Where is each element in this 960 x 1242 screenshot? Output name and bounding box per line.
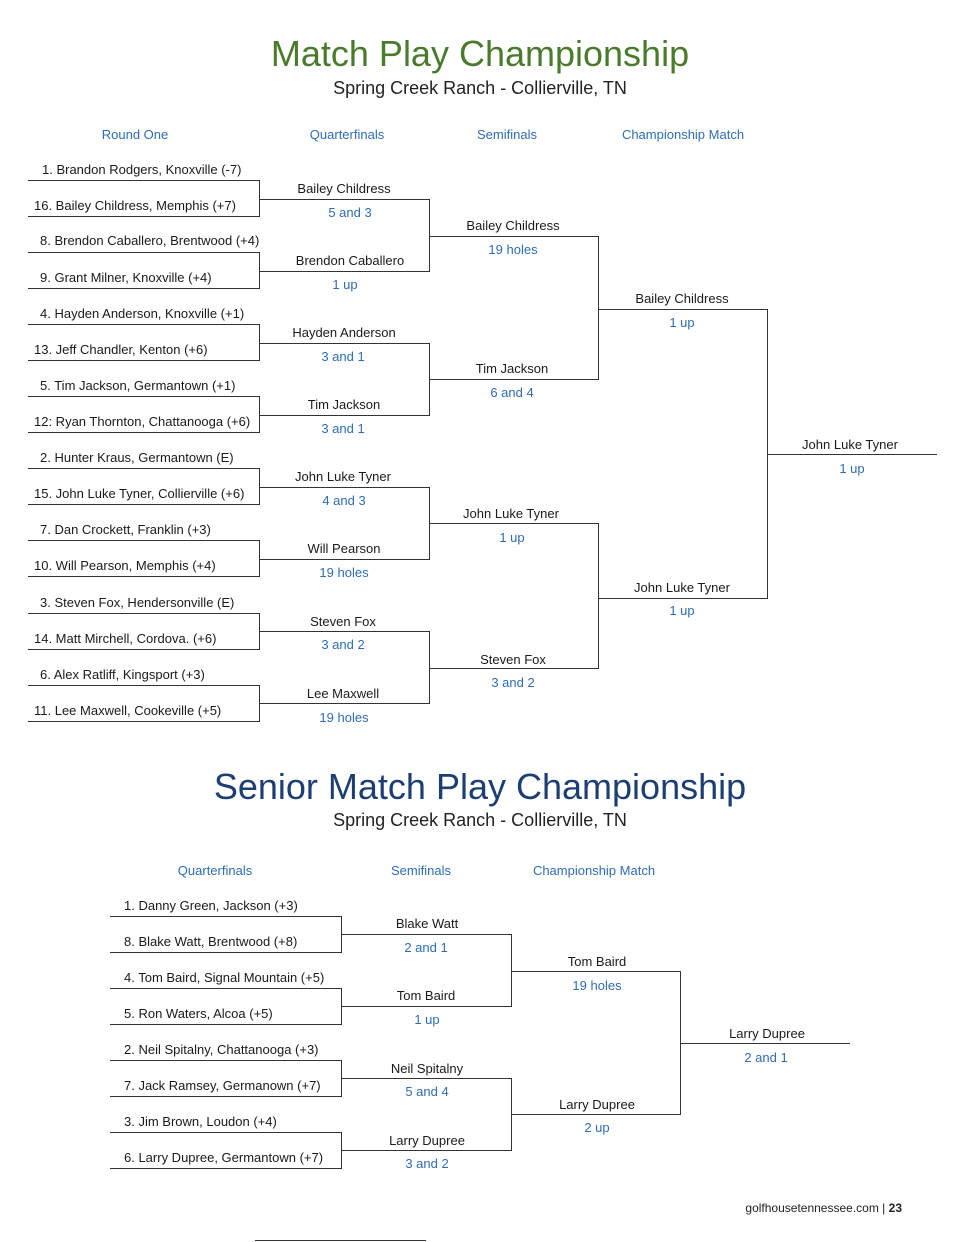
bracket-line bbox=[341, 1078, 512, 1079]
qf-score: 19 holes bbox=[319, 565, 369, 580]
senior-final-winner: Larry Dupree bbox=[559, 1097, 635, 1112]
bracket-line bbox=[429, 523, 599, 524]
bracket-line bbox=[511, 971, 681, 972]
senior-sf-winner: Blake Watt bbox=[395, 916, 459, 931]
bracket-line bbox=[429, 236, 599, 237]
bracket-line bbox=[767, 454, 937, 455]
bracket-line bbox=[28, 396, 260, 397]
senior-sf-winner: Tom Baird bbox=[396, 988, 456, 1003]
qf-winner: Brendon Caballero bbox=[295, 253, 405, 268]
bracket-line bbox=[28, 288, 260, 289]
final-winner: John Luke Tyner bbox=[634, 580, 730, 595]
senior-entrant: 7. Jack Ramsey, Germanown (+7) bbox=[124, 1078, 321, 1093]
champion-name: John Luke Tyner bbox=[802, 437, 898, 452]
qf-score: 5 and 3 bbox=[328, 205, 372, 220]
footer-page-number: 23 bbox=[888, 1201, 902, 1215]
bracket-line bbox=[341, 934, 512, 935]
bracket-line bbox=[28, 576, 260, 577]
bracket-line bbox=[110, 988, 342, 989]
final-winner: Bailey Childress bbox=[635, 291, 729, 306]
footer-site: golfhousetennessee.com bbox=[745, 1201, 879, 1215]
bracket-line bbox=[28, 324, 260, 325]
bracket-line bbox=[259, 703, 430, 704]
senior-entrant: 3. Jim Brown, Loudon (+4) bbox=[124, 1114, 277, 1129]
r1-entrant: 3. Steven Fox, Hendersonville (E) bbox=[40, 595, 235, 610]
bracket-line bbox=[110, 916, 342, 917]
senior-subtitle: Spring Creek Ranch - Collierville, TN bbox=[333, 810, 627, 830]
r1-entrant: 15. John Luke Tyner, Collierville (+6) bbox=[34, 486, 245, 501]
bracket-line bbox=[110, 1060, 342, 1061]
bracket-line bbox=[259, 271, 430, 272]
bracket-line bbox=[598, 523, 599, 669]
sf-score: 19 holes bbox=[488, 242, 538, 257]
footer-separator: | bbox=[878, 1201, 889, 1215]
final-score: 1 up bbox=[669, 603, 695, 618]
bracket-line bbox=[110, 1132, 342, 1133]
bracket-line bbox=[680, 1043, 850, 1044]
sf-score: 1 up bbox=[499, 530, 525, 545]
r1-entrant: 8. Brendon Caballero, Brentwood (+4) bbox=[40, 233, 260, 248]
r1-entrant: 7. Dan Crockett, Franklin (+3) bbox=[40, 522, 211, 537]
senior-final-winner: Tom Baird bbox=[567, 954, 627, 969]
bracket-line bbox=[429, 379, 599, 380]
bracket-line bbox=[259, 415, 430, 416]
senior-entrant: 6. Larry Dupree, Germantown (+7) bbox=[124, 1150, 324, 1165]
qf-winner: Will Pearson bbox=[307, 541, 381, 556]
header-senior-semifinals: Semifinals bbox=[391, 863, 451, 878]
bracket-line bbox=[28, 252, 260, 253]
senior-sf-score: 2 and 1 bbox=[404, 940, 448, 955]
sf-score: 6 and 4 bbox=[490, 385, 534, 400]
r1-entrant: 9. Grant Milner, Knoxville (+4) bbox=[40, 270, 212, 285]
sf-winner: Tim Jackson bbox=[475, 361, 549, 376]
senior-sf-score: 5 and 4 bbox=[405, 1084, 449, 1099]
main-title: Match Play Championship bbox=[270, 33, 690, 74]
bracket-line bbox=[28, 468, 260, 469]
qf-winner: Lee Maxwell bbox=[306, 686, 380, 701]
bracket-line bbox=[259, 487, 430, 488]
final-score: 1 up bbox=[669, 315, 695, 330]
bracket-line bbox=[110, 952, 342, 953]
sf-score: 3 and 2 bbox=[491, 675, 535, 690]
qf-score: 3 and 1 bbox=[321, 349, 365, 364]
bracket-line bbox=[28, 180, 260, 181]
senior-entrant: 8. Blake Watt, Brentwood (+8) bbox=[124, 934, 298, 949]
bracket-line bbox=[28, 504, 260, 505]
main-subtitle: Spring Creek Ranch - Collierville, TN bbox=[333, 78, 627, 98]
senior-final-score: 2 up bbox=[584, 1120, 610, 1135]
bracket-line bbox=[341, 1150, 512, 1151]
r1-entrant: 6. Alex Ratliff, Kingsport (+3) bbox=[40, 667, 205, 682]
header-senior-quarterfinals: Quarterfinals bbox=[177, 863, 253, 878]
r1-entrant: 5. Tim Jackson, Germantown (+1) bbox=[40, 378, 236, 393]
senior-champion-score: 2 and 1 bbox=[744, 1050, 788, 1065]
senior-entrant: 4. Tom Baird, Signal Mountain (+5) bbox=[124, 970, 325, 985]
sf-winner: Steven Fox bbox=[480, 652, 546, 667]
qf-score: 3 and 1 bbox=[321, 421, 365, 436]
qf-winner: Hayden Anderson bbox=[292, 325, 396, 340]
r1-entrant: 11. Lee Maxwell, Cookeville (+5) bbox=[34, 703, 222, 718]
bracket-line bbox=[28, 613, 260, 614]
page-footer bbox=[745, 1202, 902, 1214]
r1-entrant: 14. Matt Mirchell, Cordova. (+6) bbox=[34, 631, 217, 646]
header-round-one: Round One bbox=[101, 127, 169, 142]
bracket-line bbox=[28, 432, 260, 433]
r1-entrant: 13. Jeff Chandler, Kenton (+6) bbox=[34, 342, 208, 357]
qf-winner: Bailey Childress bbox=[297, 181, 391, 196]
r1-entrant: 2. Hunter Kraus, Germantown (E) bbox=[40, 450, 234, 465]
bracket-line bbox=[259, 559, 430, 560]
qf-winner: Steven Fox bbox=[310, 614, 376, 629]
bracket-line bbox=[598, 309, 768, 310]
qf-winner: John Luke Tyner bbox=[295, 469, 391, 484]
bracket-line bbox=[110, 1168, 342, 1169]
footer-rule bbox=[255, 1240, 426, 1241]
r1-entrant: 4. Hayden Anderson, Knoxville (+1) bbox=[40, 306, 245, 321]
r1-entrant: 1. Brandon Rodgers, Knoxville (-7) bbox=[42, 162, 242, 177]
senior-sf-winner: Neil Spitalny bbox=[390, 1061, 464, 1076]
qf-score: 1 up bbox=[332, 277, 358, 292]
senior-sf-score: 3 and 2 bbox=[405, 1156, 449, 1171]
bracket-line bbox=[511, 1114, 681, 1115]
bracket-line bbox=[28, 721, 260, 722]
bracket-line bbox=[341, 1006, 512, 1007]
bracket-line bbox=[259, 199, 430, 200]
qf-score: 4 and 3 bbox=[322, 493, 366, 508]
r1-entrant: 12: Ryan Thornton, Chattanooga (+6) bbox=[34, 414, 251, 429]
bracket-line bbox=[598, 598, 768, 599]
bracket-line bbox=[259, 343, 430, 344]
r1-entrant: 10. Will Pearson, Memphis (+4) bbox=[34, 558, 216, 573]
senior-entrant: 5. Ron Waters, Alcoa (+5) bbox=[124, 1006, 273, 1021]
bracket-line bbox=[28, 649, 260, 650]
senior-champion-name: Larry Dupree bbox=[729, 1026, 805, 1041]
senior-sf-winner: Larry Dupree bbox=[389, 1133, 465, 1148]
bracket-line bbox=[598, 236, 599, 380]
qf-score: 3 and 2 bbox=[321, 637, 365, 652]
sf-winner: John Luke Tyner bbox=[463, 506, 559, 521]
header-semifinals: Semifinals bbox=[477, 127, 537, 142]
header-championship-match: Championship Match bbox=[621, 127, 745, 142]
bracket-line bbox=[28, 685, 260, 686]
bracket-line bbox=[110, 1096, 342, 1097]
r1-entrant: 16. Bailey Childress, Memphis (+7) bbox=[34, 198, 236, 213]
bracket-line bbox=[259, 631, 430, 632]
qf-winner: Tim Jackson bbox=[307, 397, 381, 412]
senior-entrant: 1. Danny Green, Jackson (+3) bbox=[124, 898, 298, 913]
header-quarterfinals: Quarterfinals bbox=[309, 127, 385, 142]
senior-final-score: 19 holes bbox=[572, 978, 622, 993]
champion-score: 1 up bbox=[839, 461, 865, 476]
header-senior-championship-match: Championship Match bbox=[532, 863, 656, 878]
bracket-line bbox=[110, 1024, 342, 1025]
sf-winner: Bailey Childress bbox=[466, 218, 560, 233]
senior-entrant: 2. Neil Spitalny, Chattanooga (+3) bbox=[124, 1042, 319, 1057]
bracket-line bbox=[28, 540, 260, 541]
bracket-line bbox=[429, 668, 599, 669]
senior-sf-score: 1 up bbox=[414, 1012, 440, 1027]
qf-score: 19 holes bbox=[319, 710, 369, 725]
bracket-line bbox=[28, 360, 260, 361]
senior-title: Senior Match Play Championship bbox=[213, 766, 747, 807]
bracket-line bbox=[28, 216, 260, 217]
